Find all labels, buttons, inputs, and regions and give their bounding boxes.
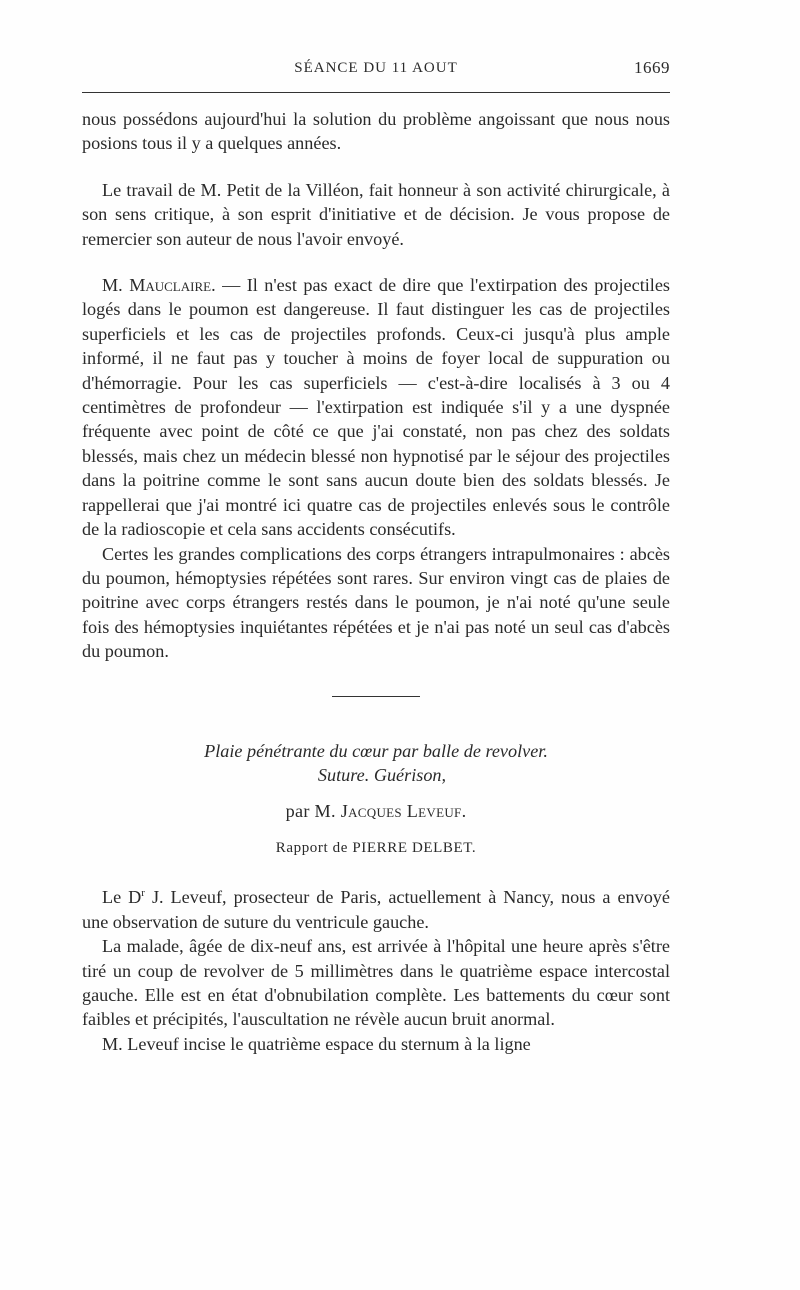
mauclaire-text: — Il n'est pas exact de dire que l'extirpation des projectiles logés dans le poumon est dangereuse. Il faut distinguer les cas de projectiles superficiels et les cas de projectiles profonds. Ceux-ci jusqu'à plus ample informé, il ne faut pas y toucher à moins de foyer local de suppuration ou d'hémorragie. Pour les cas superficiels — c'est-à-dire localisés à 3 ou 4 centimètres de profondeur — l'extirpation est indiquée s'il y a une dyspnée fréquente avec point de côté ce que j'ai constaté, non pas chez des soldats blessés, mais chez un médecin blessé non hypnotisé par le séjour des projectiles dans la poitrine comme le sont sans aucun doute bien des soldats blessés. Je rappellerai que j'ai montré ici quatre cas de projectiles enlevés sous le contrôle de la radioscopie et cela sans accidents consécutifs. (82, 275, 671, 540)
article-title-line1: Plaie pénétrante du cœur par balle de revolver. (204, 740, 548, 761)
header-rule (82, 92, 670, 93)
paragraph-petit-villeon: Le travail de M. Petit de la Villéon, fait honneur à son activité chirurgicale, à son sens critique, à son esprit d'initiative et de décision. Je vous propose de remercier son auteur de nous l'avoir envoyé. (82, 179, 670, 249)
article-paragraph-3: M. Leveuf incise le quatrième espace du sternum à la ligne (102, 1033, 531, 1054)
paragraph-complications: Certes les grandes complications des corps étrangers intrapulmonaires : abcès du poumon, hémoptysies répétées sont rares. Sur environ vingt cas de plaies de poitrine avec corps étrangers restés dans le poumon, je n'ai noté qu'une seule fois des hémoptysies inquiétantes répétées et je n'ai pas noté un seul cas d'abcès du poumon. (82, 543, 670, 662)
section-separator (332, 696, 420, 697)
rapport-line: Rapport de PIERRE DELBET. (275, 840, 477, 857)
document-page (82, 58, 670, 1056)
paragraph-continuation: nous possédons aujourd'hui la solution du problème angoissant que nous nous posions tous il y a quelques années. (82, 109, 670, 154)
article-title-line2: Suture. Guérison, (317, 764, 447, 785)
article-p1-start: Le D (102, 887, 142, 908)
paragraph-mauclaire (82, 273, 670, 541)
article-paragraph-1 (82, 885, 670, 934)
running-header (82, 58, 670, 84)
article-paragraph-2: La malade, âgée de dix-neuf ans, est arrivée à l'hôpital une heure après s'être tiré un coup de revolver de 5 millimètres dans le quatrième espace intercostal gauche. Elle est en état d'obnubilation complète. Les battements du cœur sont faibles et précipités, l'auscultation ne révèle aucun bruit anormal. (82, 936, 670, 1030)
byline-prefix: par M. (285, 801, 336, 822)
speaker-name: Mauclaire. (129, 275, 216, 296)
speaker-prefix: M. (102, 275, 123, 296)
article-p1-rest: J. Leveuf, prosecteur de Paris, actuellement à Nancy, nous a envoyé une observation de suture du ventricule gauche. (82, 887, 670, 932)
byline-author: Jacques Leveuf. (340, 801, 467, 822)
doctor-abbrev-sup: r (141, 887, 145, 900)
article-byline (82, 801, 670, 822)
article-title (82, 739, 670, 788)
page-number: 1669 (634, 58, 670, 77)
running-title: SÉANCE DU 11 AOUT (294, 60, 458, 76)
